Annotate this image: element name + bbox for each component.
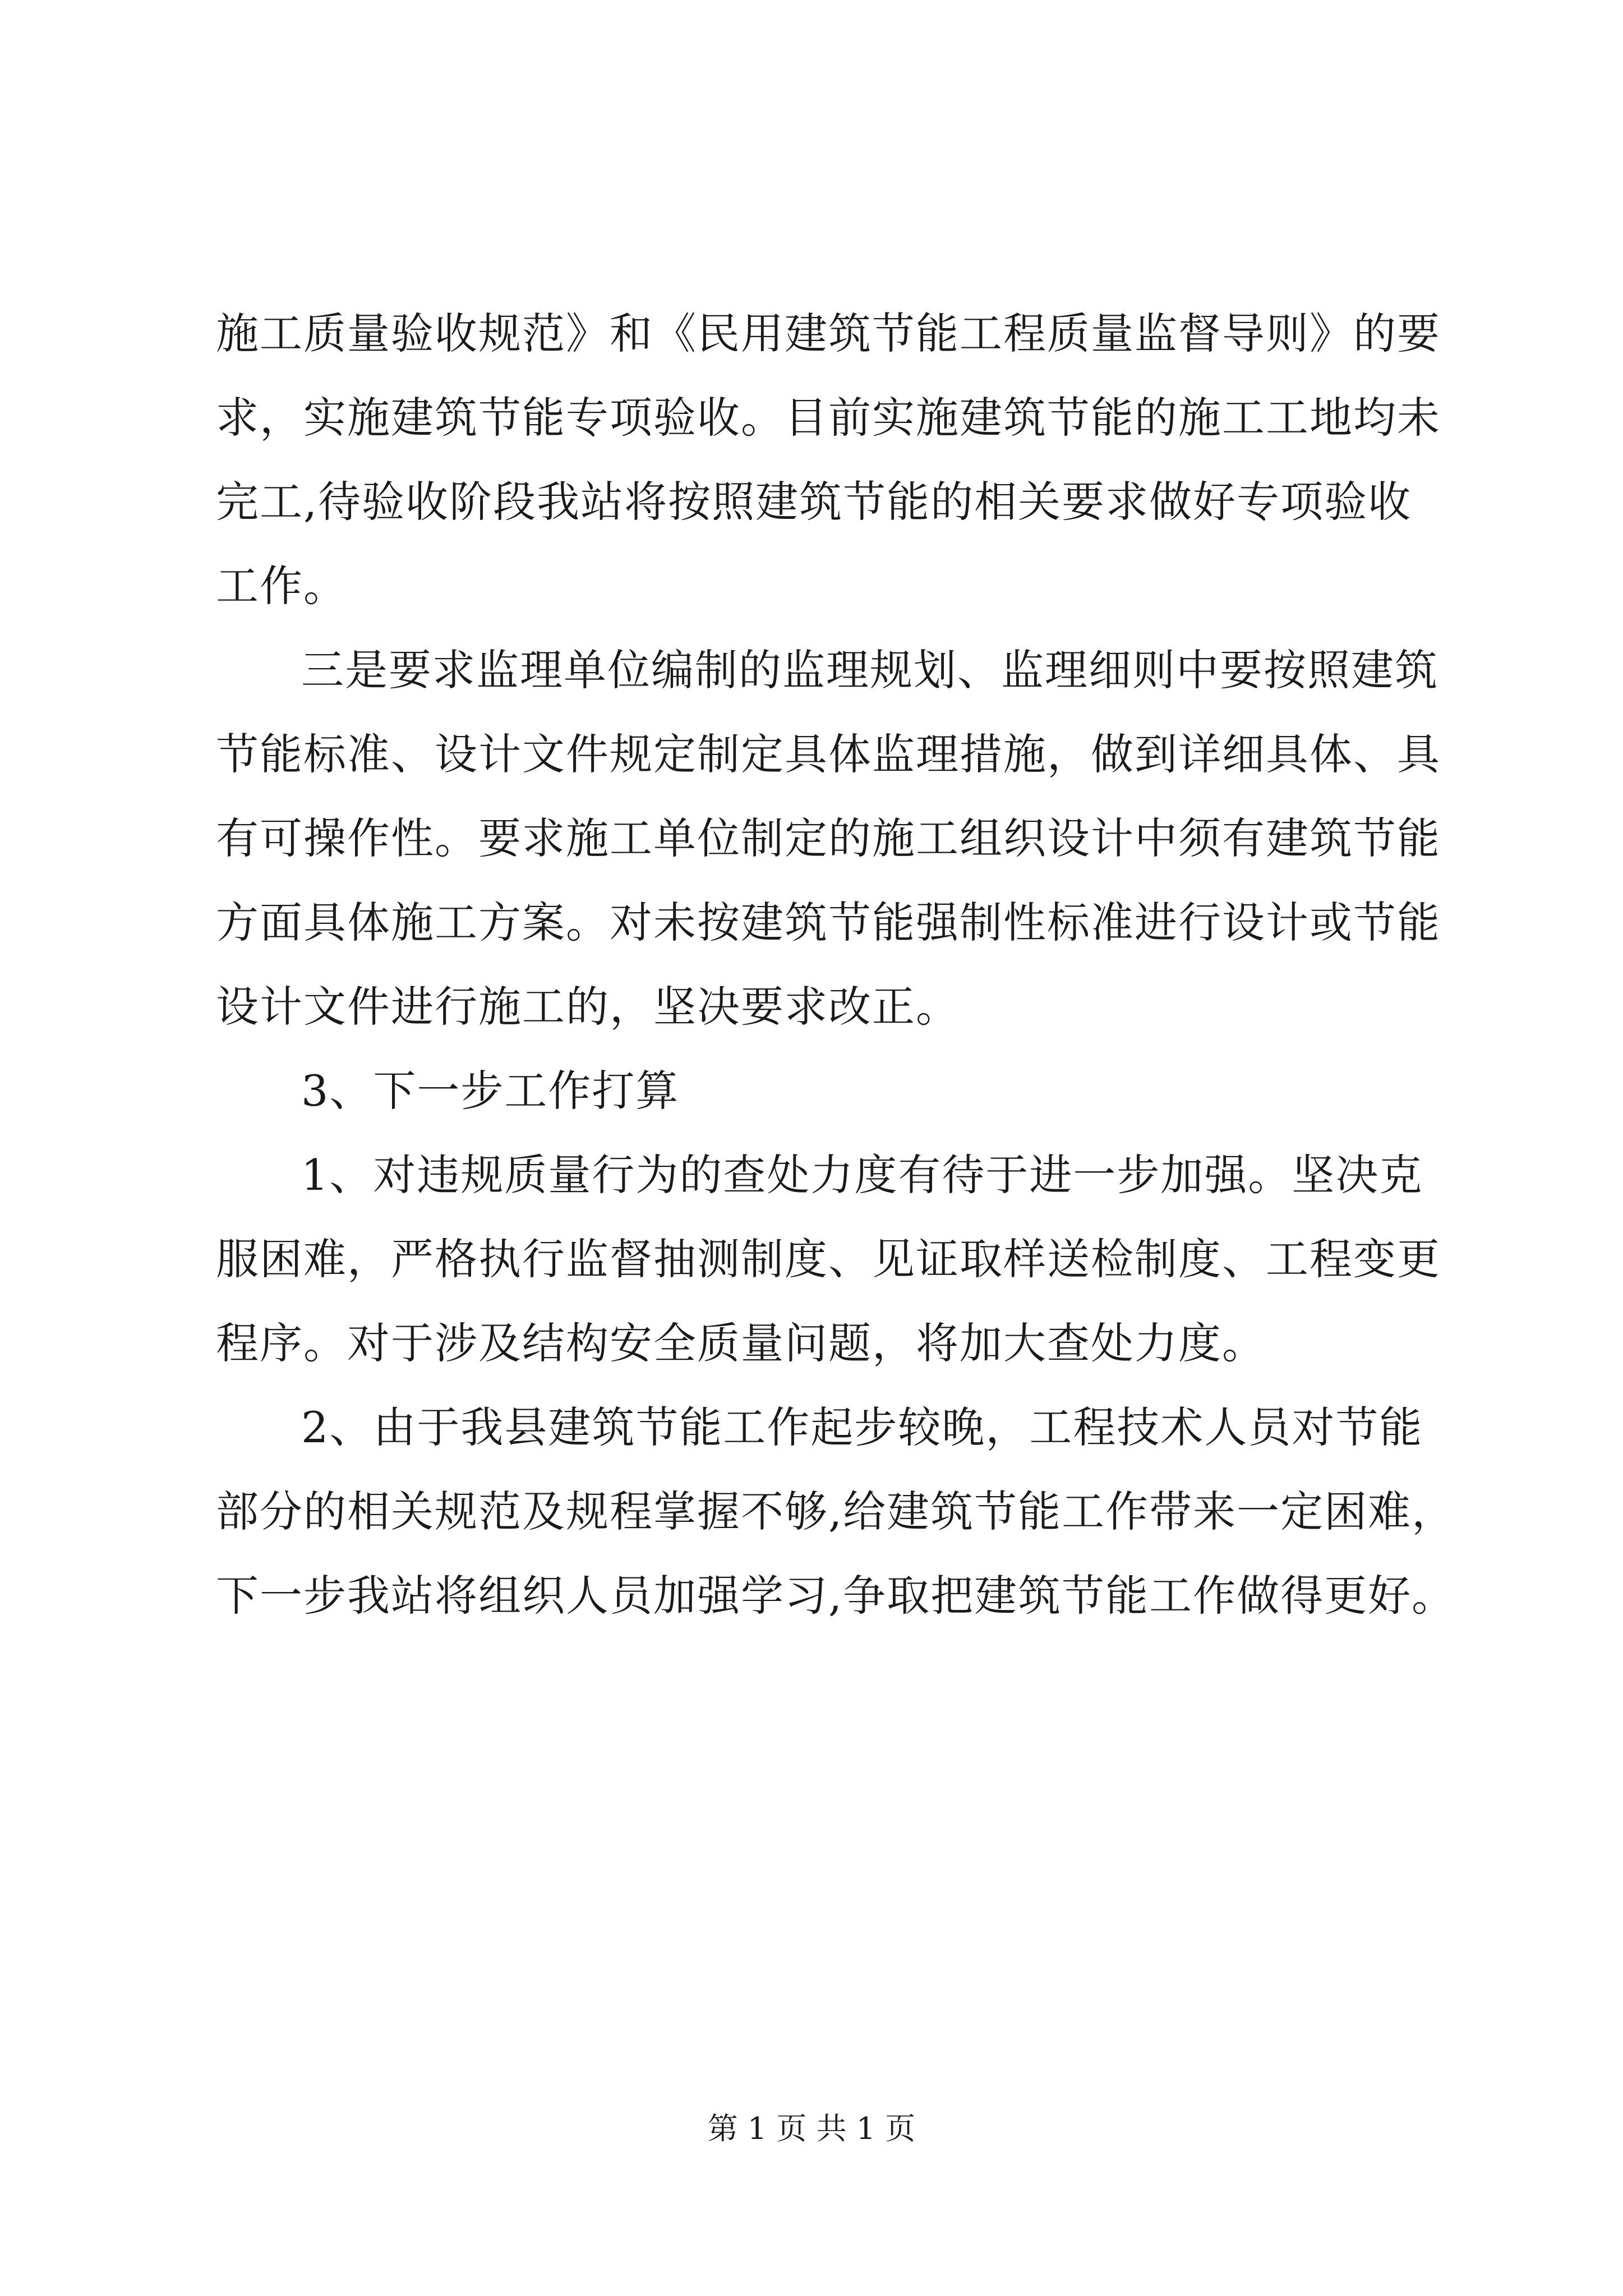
- text-line: 设计文件进行施工的，坚决要求改正。: [216, 982, 960, 1032]
- text-line: 节能标准、设计文件规定制定具体监理措施，做到详细具体、具: [216, 729, 1441, 779]
- paragraph-start-line: 1、对违规质量行为的查处力度有待于进一步加强。坚决克: [301, 1150, 1423, 1200]
- text-line: 求，实施建筑节能专项验收。目前实施建筑节能的施工工地均未: [216, 393, 1441, 443]
- text-line: 方面具体施工方案。对未按建筑节能强制性标准进行设计或节能: [216, 898, 1441, 947]
- text-line: 有可操作性。要求施工单位制定的施工组织设计中须有建筑节能: [216, 813, 1441, 863]
- page-footer: 第 1 页 共 1 页: [707, 2111, 916, 2146]
- text-line: 程序。对于涉及结构安全质量问题，将加大查处力度。: [216, 1318, 1266, 1368]
- paragraph-start-line: 三是要求监理单位编制的监理规划、监理细则中要按照建筑: [301, 645, 1438, 695]
- text-line: 下一步我站将组织人员加强学习,争取把建筑节能工作做得更好。: [216, 1571, 1456, 1621]
- text-line: 工作。: [216, 561, 347, 611]
- text-line: 服困难，严格执行监督抽测制度、见证取样送检制度、工程变更: [216, 1234, 1441, 1284]
- section-heading: 3、下一步工作打算: [301, 1066, 680, 1116]
- text-line: 完工,待验收阶段我站将按照建筑节能的相关要求做好专项验收: [216, 477, 1412, 527]
- text-line: 部分的相关规范及规程掌握不够,给建筑节能工作带来一定困难，: [216, 1487, 1456, 1536]
- paragraph-start-line: 2、由于我县建筑节能工作起步较晚，工程技术人员对节能: [301, 1402, 1423, 1452]
- document-body: [216, 292, 1456, 1638]
- text-line: 施工质量验收规范》和《民用建筑节能工程质量监督导则》的要: [216, 309, 1441, 358]
